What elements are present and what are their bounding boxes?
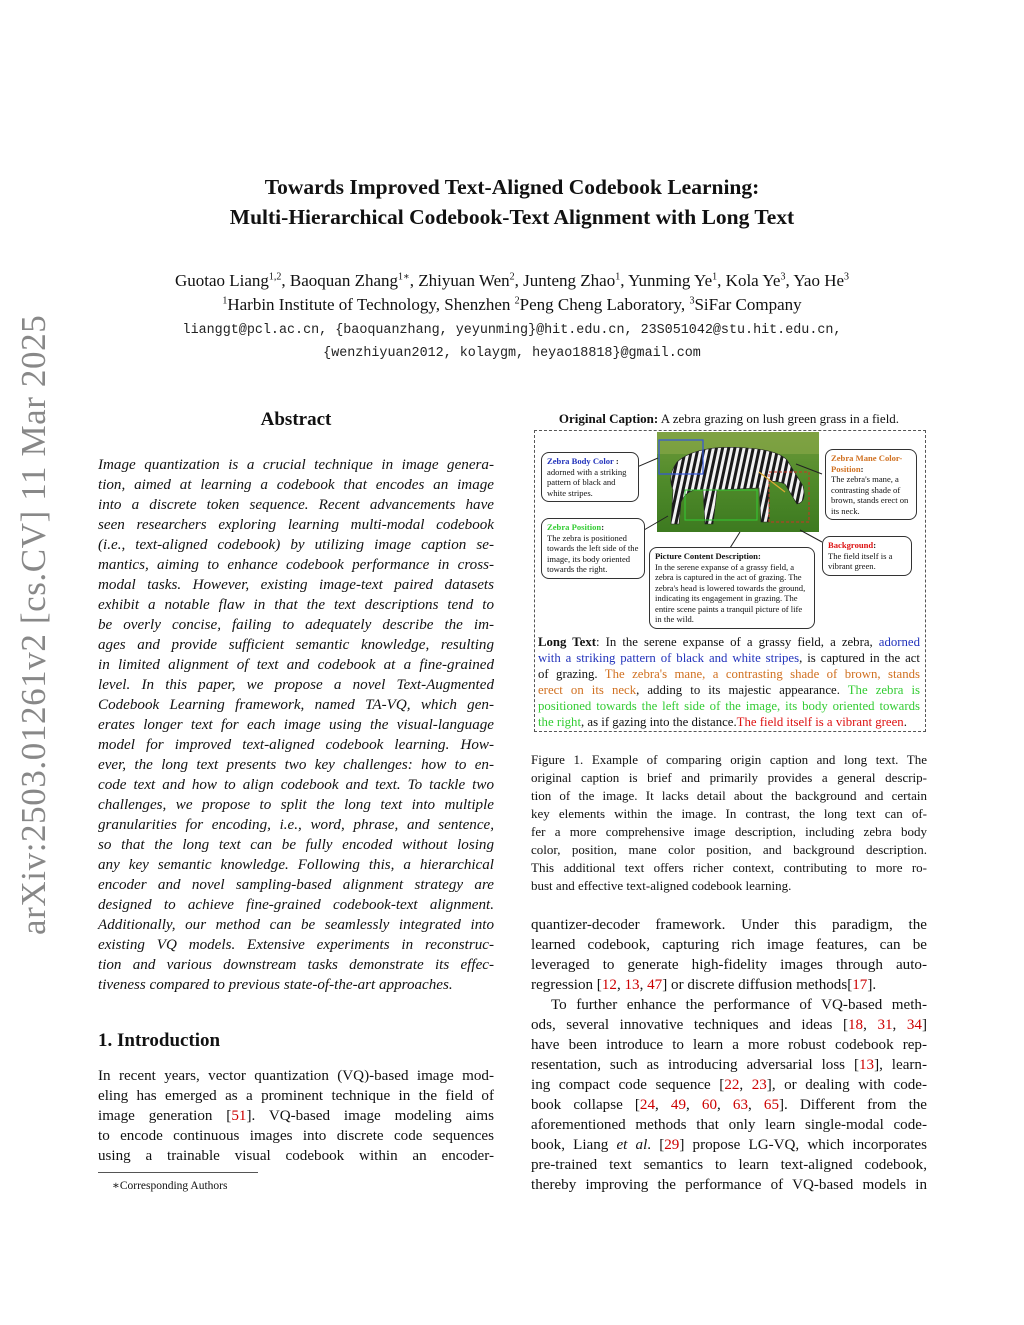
citation-link[interactable]: 23 <box>751 1077 767 1093</box>
abstract-line: (i.e., text-aligned codebook) by utilizing image caption se- <box>98 537 494 553</box>
abstract-heading: Abstract <box>260 409 332 430</box>
abstract-line: modal tasks. However, existing image-text paired datasets <box>98 577 494 593</box>
zebra-position-box: Zebra Position: The zebra is positioned towards the left side of the image, its body oriented towards the right. <box>541 518 645 579</box>
paper-title-line-1: Towards Improved Text-Aligned Codebook Learning: <box>264 175 760 199</box>
citation-link[interactable]: 12 <box>601 977 617 993</box>
abstract-line: any key semantic knowledge. Following this, a hierarchical <box>98 857 494 873</box>
zebra-body-color-box: Zebra Body Color : adorned with a striking pattern of black and white stripes. <box>541 452 639 502</box>
citation-link[interactable]: 22 <box>724 1077 740 1093</box>
original-caption: Original Caption: A zebra grazing on lush green grass in a field. <box>558 411 900 426</box>
abstract-line: challenges, we propose to split the long text into multiple <box>98 797 494 813</box>
intro-heading: 1. Introduction <box>98 1030 221 1051</box>
intro-line: In recent years, vector quantization (VQ)-based image mod- <box>98 1068 494 1084</box>
author-list: Guotao Liang$^{1,2}$, Baoquan Zhang$^{1∗}$, Zhiyuan Wen$^2$, Junteng Zhao$^1$, Yunming Ye$^1$, Kola Ye$^3$, Yao He$^3$ <box>174 271 850 290</box>
citation-link[interactable]: 18 <box>848 1017 864 1033</box>
abstract-line: exhibit a notable flaw in that the text descriptions tend to <box>98 597 494 613</box>
citation-link[interactable]: 31 <box>877 1017 893 1033</box>
abstract-line: existing VQ models. Extensive experiments in reconstruc- <box>98 937 494 953</box>
abstract-line: encoder and novel sampling-based alignment strategy are <box>98 877 494 893</box>
footnote-rule <box>98 1172 258 1173</box>
abstract-line: Image quantization is a crucial technique in image genera- <box>98 457 494 473</box>
citation-link[interactable]: 24 <box>639 1097 656 1113</box>
background-box: Background: The field itself is a vibrant green. <box>822 536 912 576</box>
abstract-line: in limited alignment of text and codebook at a fine-grained <box>98 657 494 673</box>
abstract-line: so that the long text can be fully encoded without losing <box>98 837 494 853</box>
affiliations: $^1$Harbin Institute of Technology, Shenzhen $^2$Peng Cheng Laboratory, $^3$SiFar Company <box>222 295 802 314</box>
footnote: ∗Corresponding Authors <box>112 1180 228 1192</box>
abstract-line: ever, the long text presents two key challenges: how to en- <box>98 757 494 773</box>
citation-link[interactable]: 60 <box>701 1097 718 1113</box>
abstract-line: Codebook Learning framework, named TA-VQ, which gen- <box>98 697 494 713</box>
zebra-mane-box: Zebra Mane Color-Position: The zebra's mane, a contrasting shade of brown, stands erect on its neck. <box>825 449 917 520</box>
emails-line-2: {wenzhiyuan2012, kolaygm, heyao18818}@gmail.com <box>323 346 701 361</box>
intro-line: using a trainable visual codebook within an encoder- <box>98 1148 494 1164</box>
intro-line: to encode continuous images into discrete code sequences <box>98 1128 494 1144</box>
arxiv-identifier: arXiv:2503.01261v2 [cs.CV] 11 Mar 2025 <box>14 314 53 935</box>
intro-line: eling has emerged as a prominent technique in the field of <box>98 1088 494 1104</box>
citation-link[interactable]: 49 <box>670 1097 687 1113</box>
abstract-line: mantics, aiming to enhance codebook performance in cross- <box>98 557 494 573</box>
picture-content-box: Picture Content Description: In the serene expanse of a grassy field, a zebra is captured in the act of grazing. The zebra's head is lowered towards the ground, indicating its engagement in grazing. The entire scene paints a tranquil picture of life in the wild. <box>649 547 815 629</box>
abstract-line: granularities for encoding, i.e., word, phrase, and sentence, <box>98 817 494 833</box>
abstract-line: level. In this paper, we propose a novel Text-Augmented <box>98 677 494 693</box>
paper-title-line-2: Multi-Hierarchical Codebook-Text Alignment with Long Text <box>229 205 795 229</box>
abstract-line: into a discrete token sequence. Recent advancements have <box>98 497 494 513</box>
intro-line: image generation [51]. VQ-based image modeling aims <box>98 1108 495 1124</box>
abstract-line: code text and how to align codebook and text. To tackle two <box>98 777 494 793</box>
abstract-line: tion and various downstream tasks demonstrate its effec- <box>98 957 494 973</box>
abstract-line: seen researchers exploring learning multi-modal codebook <box>98 517 494 533</box>
citation-link[interactable]: 29 <box>664 1137 680 1153</box>
figure-caption: Figure 1. Example of comparing origin caption and long text. The original caption is brief and primarily provides a general descrip- tion of the image. It lacks detail about the background and certain key elements within the image. In contrast, the long text can of- fer a more comprehensive image description, including zebra body color, position, mane color position, and background description. This additional text offers richer context, contributing to more ro- bust and effective text-aligned codebook learning. <box>531 752 927 893</box>
abstract-line: model for improved text-aligned codebook learning. How- <box>98 737 494 753</box>
abstract-line: tion, aimed at learning a codebook that encodes an image <box>98 477 494 493</box>
intro-body <box>98 1066 494 1166</box>
citation-link[interactable]: 47 <box>647 977 663 993</box>
abstract-line: tiveness compared to previous state-of-the-art approaches. <box>98 977 453 993</box>
abstract-line: be overly concise, failing to adequately describe the im- <box>98 617 494 633</box>
citation-link[interactable]: 13 <box>624 977 640 993</box>
abstract-line: ages and provide sufficient semantic knowledge, resulting <box>98 637 494 653</box>
abstract-line: Additionally, our method can be seamlessly integrated into <box>98 917 494 933</box>
citation-link[interactable]: 17 <box>852 977 868 993</box>
citation-link[interactable]: 34 <box>906 1017 922 1033</box>
citation-link[interactable]: 63 <box>732 1097 749 1113</box>
citation-link[interactable]: 13 <box>859 1057 875 1073</box>
abstract-body <box>98 455 494 995</box>
emails-line-1: lianggt@pcl.ac.cn, {baoquanzhang, yeyunming}@hit.edu.cn, 23S051042@stu.hit.edu.cn, <box>182 323 842 338</box>
abstract-line: erates longer text for each image using the visual-language <box>98 717 494 733</box>
right-column-body: quantizer-decoder framework. Under this paradigm, the learned codebook, capturing rich image features, can be leveraged to generate high-fidelity images through auto- regression [12, 13, 47] or discrete diffusion methods[17]. To further enhance the performance of VQ-based meth- ods, several innovative techniques and ideas [18, 31, 34] have been introduce to learn a more robust codebook rep- resentation, such as introducing adversarial loss [13], learn- ing compact code sequence [22, 23], or dealing with code- book collapse [24, 49, 60, 63, 65]. Different from the aforementioned methods that only learn single-modal code- book, Liang et al. [29] propose LG-VQ, which incorporates pre-trained text semantics to learn text-aligned codebook, thereby improving the performance of VQ-based models in <box>531 917 928 1193</box>
citation-link[interactable]: 51 <box>231 1108 247 1124</box>
abstract-line: designed to achieve fine-grained codebook-text alignment. <box>98 897 494 913</box>
citation-link[interactable]: 65 <box>763 1097 780 1113</box>
long-text: Long Text: In the serene expanse of a grassy field, a zebra, adorned with a striking pattern of black and white stripes, is captured in the act of grazing. The zebra's mane, a contrasting shade of brown, stands erect on its neck, adding to its majestic appearance. The zebra is positioned towards the left side of the image, its body oriented towards the right, as if gazing into the distance.The field itself is a vibrant green. <box>538 635 921 729</box>
